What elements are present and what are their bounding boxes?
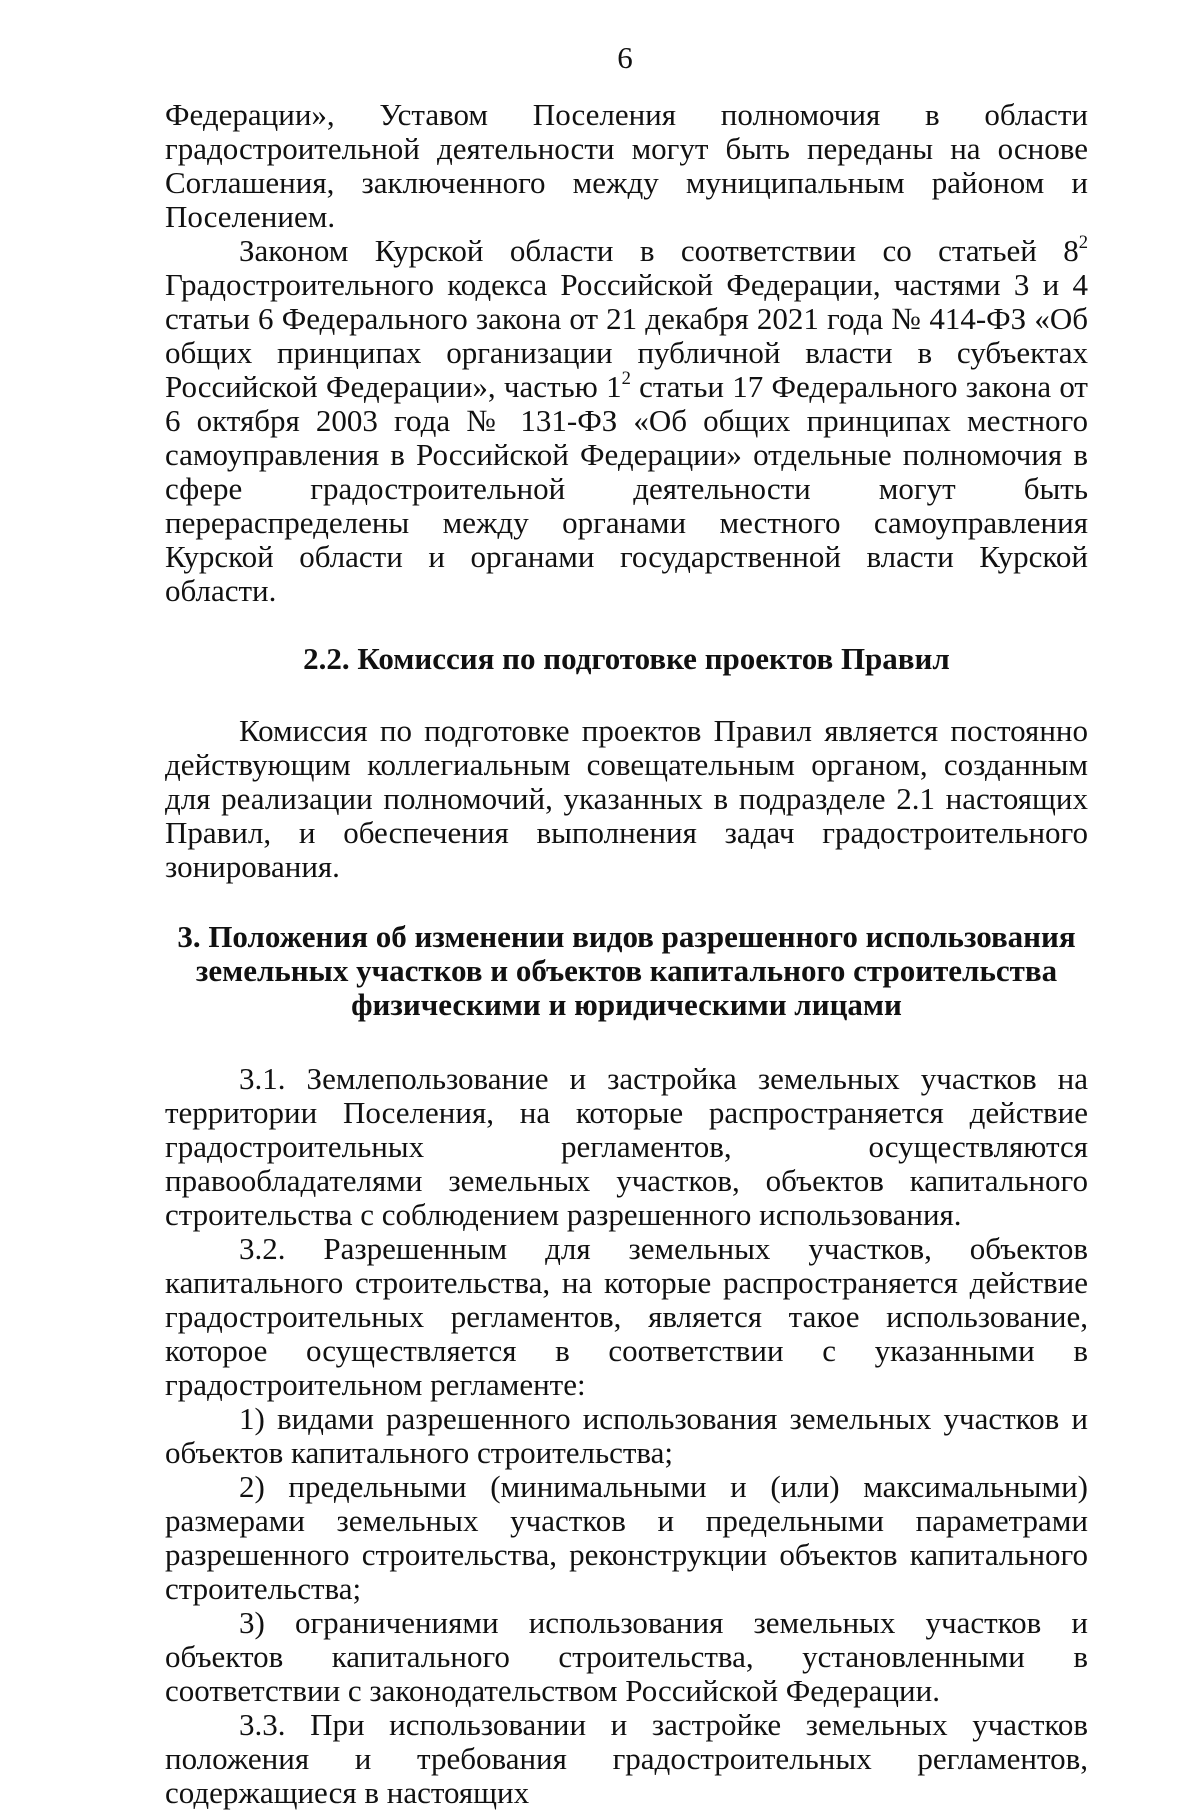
paragraph-continuation: Федерации», Уставом Поселения полномочия в области градостроительной деятельности могут быть переданы на основе Соглашения, заключенного между муниципальным районом и Поселением. — [165, 97, 1088, 234]
paragraph-3-1: 3.1. Землепользование и застройка земельных участков на территории Поселения, на которые распространяется действие градостроительных регламентов, осуществляются правообладателями земельных участков, объектов капитального строительства с соблюдением разрешенного использования. — [165, 1061, 1088, 1232]
paragraph-kursk-law — [165, 231, 1088, 608]
paragraph-kursk-law-part-b: Градостроительного кодекса Российской Федерации, частями 3 и 4 статьи 6 Федерального закона от 21 декабря 2021 года № 414-ФЗ «Об общих принципах организации публичной власти в субъектах Российской Федерации», частью 1 — [165, 267, 1088, 404]
section-heading-3-line-3: физическими и юридическими лицами — [351, 987, 902, 1022]
paragraph-kursk-law-part-c: статьи 17 Федерального закона от 6 октября 2003 года № 131-ФЗ «Об общих принципах местного самоуправления в Российской Федерации» отдельные полномочия в сфере градостроительной деятельности могут быть перераспределены между органами местного самоуправления Курской области и органами государственной власти Курской области. — [165, 369, 1088, 608]
section-heading-2-2: 2.2. Комиссия по подготовке проектов Правил — [303, 641, 950, 676]
document-body — [165, 98, 1088, 1810]
list-item-3: 3) ограничениями использования земельных участков и объектов капитального строительства, установленными в соответствии с законодательством Российской Федерации. — [165, 1605, 1088, 1708]
section-heading-3-line-2: земельных участков и объектов капитального строительства — [195, 953, 1058, 988]
page-number: 6 — [617, 40, 633, 75]
list-item-1: 1) видами разрешенного использования земельных участков и объектов капитального строительства; — [165, 1401, 1088, 1470]
superscript-article: 2 — [1078, 231, 1088, 253]
section-heading-3-line-1: 3. Положения об изменении видов разрешенного использования — [177, 919, 1076, 954]
paragraph-3-2: 3.2. Разрешенным для земельных участков, объектов капитального строительства, на которые распространяется действие градостроительных регламентов, является такое использование, которое осуществляется в соответствии с указанными в градостроительном регламенте: — [165, 1231, 1088, 1402]
paragraph-3-3: 3.3. При использовании и застройке земельных участков положения и требования градостроительных регламентов, содержащиеся в настоящих — [165, 1707, 1088, 1810]
list-item-2: 2) предельными (минимальными и (или) максимальными) размерами земельных участков и предельными параметрами разрешенного строительства, реконструкции объектов капитального строительства; — [165, 1469, 1088, 1606]
paragraph-kursk-law-part-a: Законом Курской области в соответствии со статьей 8 — [239, 233, 1079, 268]
superscript-part: 2 — [621, 367, 631, 389]
section-heading-3 — [165, 920, 1088, 1022]
paragraph-commission: Комиссия по подготовке проектов Правил является постоянно действующим коллегиальным совещательным органом, созданным для реализации полномочий, указанных в подразделе 2.1 настоящих Правил, и обеспечения выполнения задач градостроительного зонирования. — [165, 713, 1088, 884]
